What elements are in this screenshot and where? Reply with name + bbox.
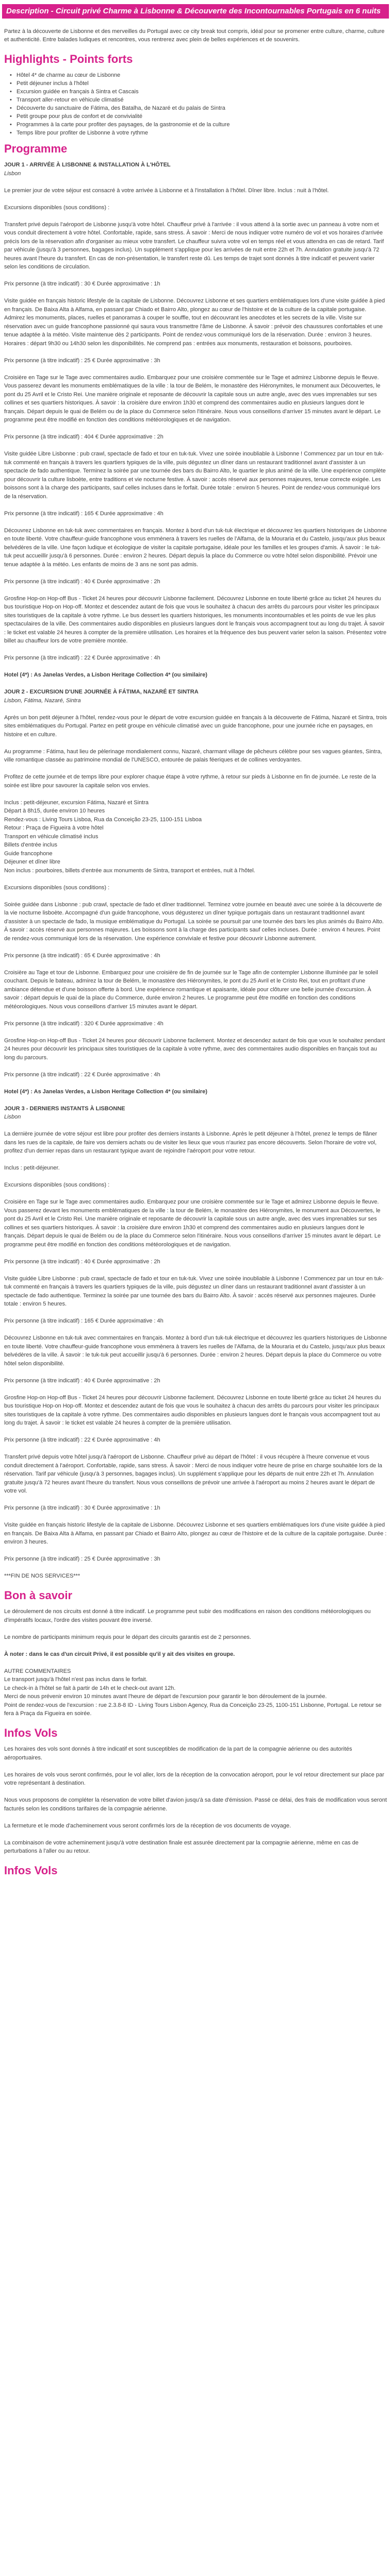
info-paragraph: Le transport jusqu'à l'hôtel n'est pas inclus dans le forfait. — [4, 1676, 148, 1683]
day-paragraph: Prix personne (à titre indicatif) : 25 € Durée approximative : 3h — [4, 357, 160, 364]
day-hotel: Hotel (4*) : As Janelas Verdes, a Lisbon Heritage Collection 4* (ou similaire) — [4, 672, 207, 678]
day-paragraph: Au programme : Fátima, haut lieu de pèlerinage mondialement connu, Nazaré, charmant village de pêcheurs célèbre pour ses vagues géantes, Sintra, ville romantique classée au patrimoine mondial de l'UNESCO, entourée de palais féeriques et de collines verdoyantes. — [4, 748, 382, 763]
day-paragraph: Croisière en Tage sur le Tage avec commentaires audio. Embarquez pour une croisière commentée sur le Tage et admirez Lisbonne depuis le fleuve. Vous passerez devant les monuments emblématiques de la ville : la tour de Belém, le monastère des Hiéronymites, le monument aux Découvertes, le pont du 25 Avril et le Cristo Rei. Une manière originale et reposante de découvrir la capitale sous un autre angle, avec des vues imprenables sur ses collines et ses quartiers historiques. À savoir : la croisière dure environ 1h30 et comprend des commentaires audio en plusieurs langues dont le français. Départ depuis le quai de Belém ou de la place du Commerce selon l'itinéraire. Nous vous conseillons d'arriver 15 minutes avant le départ. Le programme peut être modifié en fonction des conditions météorologiques et de navigation. — [4, 374, 381, 423]
highlight-item: • Transport aller-retour en véhicule climatisé — [10, 97, 124, 103]
day-paragraph: Visite guidée Libre Lisbonne : pub crawl, spectacle de fado et tour en tuk-tuk. Vivez une soirée inoubliable à Lisbonne ! Commencez par un tour en tuk-tuk commenté en français à travers les quartiers typiques de la ville, puis dégustez un dîner dans un restaurant traditionnel avant d'assister à un spectacle de fado authentique. Terminez la soirée par une tournée des bars du Bairro Alto, le quartier le plus animé de la ville. Une expérience complète pour découvrir la culture lisboète, entre traditions et vie nocturne festive. À savoir : accès réservé aux personnes majeures, tenue correcte exigée. Les boissons sont à la charge des participants, sauf celles incluses dans le forfait. Durée totale : environ 5 heures. Point de rendez-vous communiqué lors de la réservation. — [4, 451, 386, 500]
day-paragraph: Transport en véhicule climatisé inclus — [4, 833, 99, 840]
day-paragraph: Excursions disponibles (sous conditions) : — [4, 884, 110, 891]
day-paragraph: Prix personne (à titre indicatif) : 22 € Durée approximative : 4h — [4, 655, 160, 661]
highlights-list — [2, 71, 389, 137]
info-paragraph: La fermeture et le mode d'acheminement vous seront confirmés lors de la réception de vos documents de voyage. — [4, 1822, 291, 1829]
day-paragraph: Prix personne (à titre indicatif) : 40 € Durée approximative : 2h — [4, 1377, 160, 1384]
highlights-title: Highlights - Points forts — [4, 53, 133, 65]
day-paragraph: Découvrez Lisbonne en tuk-tuk avec commentaires en français. Montez à bord d'un tuk-tuk électrique et découvrez les quartiers historiques de Lisbonne en toute liberté. Votre chauffeur-guide francophone vous emmènera à travers les ruelles de l'Alfama, de la Mouraria et du Castelo, jusqu'aux plus beaux belvédères de la ville. À savoir : le tuk-tuk peut accueillir jusqu'à 6 personnes. Durée : environ 2 heures. Départ depuis la place du Commerce ou votre hôtel selon disponibilité. — [4, 1335, 387, 1367]
day-1 — [4, 161, 387, 680]
day-paragraphs — [4, 187, 387, 663]
programme-title: Programme — [4, 142, 68, 155]
day-paragraph: Prix personne (à titre indicatif) : 40 € Durée approximative : 2h — [4, 1258, 160, 1265]
bullet-icon: • — [10, 113, 12, 120]
intro-text: Partez à la découverte de Lisbonne et des merveilles du Portugal avec ce city break tout compris, idéal pour se promener entre culture, charme, culture et authenticité. Entre balades ludiques et rencontres, vous rentrerez avec plein de belles expériences et de souvenirs. — [4, 28, 385, 43]
day-paragraph: Grosfine Hop-on Hop-off Bus - Ticket 24 heures pour découvrir Lisbonne facilement. Découvrez Lisbonne en toute liberté grâce au ticket 24 heures du bus touristique Hop-on Hop-off. Montez et descendez autant de fois que vous le souhaitez à chacun des arrêts du parcours pour visiter les principaux sites touristiques de la capitale à votre rythme. Le bus dessert les quartiers historiques, les monuments incontournables et les points de vue les plus spectaculaires de la ville. Des commentaires audio disponibles en plusieurs langues dont le français vous accompagnent tout au long du trajet. À savoir : le ticket est valable 24 heures à compter de la première utilisation. Les horaires et la fréquence des bus peuvent varier selon la saison. Présentez votre billet au chauffeur lors de votre première montée. — [4, 595, 387, 644]
day-paragraph: Soirée guidée dans Lisbonne : pub crawl, spectacle de fado et dîner traditionnel. Terminez votre journée en beauté avec une soirée à la découverte de la vie nocturne lisboète. Accompagné d'un guide francophone, vous dégusterez un dîner typique portugais dans un restaurant traditionnel avant d'assister à un spectacle de fado, la musique emblématique du Portugal. La soirée se poursuit par une tournée des bars les plus animés du Bairro Alto. À savoir : accès réservé aux personnes majeures. Les boissons sont à la charge des participants sauf celles incluses. Durée : environ 4 heures. Point de rendez-vous communiqué lors de la réservation. Une expérience conviviale et festive pour découvrir Lisbonne autrement. — [4, 901, 384, 942]
day-paragraph: Billets d'entrée inclus — [4, 842, 57, 848]
day-paragraph: Prix personne (à titre indicatif) : 22 € Durée approximative : 4h — [4, 1071, 160, 1078]
info-paragraph: La combinaison de votre acheminement jusqu'à votre destination finale est assurée directement par la compagnie aérienne, même en cas de perturbations à l'aller ou au retour. — [4, 1839, 359, 1854]
info-paragraph: Le déroulement de nos circuits est donné à titre indicatif. Le programme peut subir des modifications en raison des conditions météorologiques ou d'impératifs locaux, l'ordre des visites pouvant être inversé. — [4, 1608, 371, 1623]
day-paragraph: Excursions disponibles (sous conditions) : — [4, 204, 110, 211]
day-paragraph: Inclus : petit-déjeuner, excursion Fátima, Nazaré et Sintra — [4, 799, 149, 806]
day-paragraph: Départ à 8h15, durée environ 10 heures — [4, 808, 105, 814]
day-paragraph: Prix personne (à titre indicatif) : 320 € Durée approximative : 4h — [4, 1020, 164, 1027]
info-paragraph: À noter : dans le cas d'un circuit Privé, il est possible qu'il y ait des visites en groupe. — [4, 1651, 235, 1657]
day-paragraph: Visite guidée en français historic lifestyle de la capitale de Lisbonne. Découvrez Lisbonne et ses quartiers emblématiques lors d'une visite guidée à pied en français. De Baixa Alta à Alfama, en passant par Chiado et Bairro Alto, plongez au cœur de l'histoire et de la culture de la capitale portugaise. Admirez les monuments, places, ruelles et panoramas à couper le souffle, tout en découvrant les anecdotes et les secrets de la ville. Visite sur réservation avec un guide francophone passionné qui saura vous transmettre l'âme de Lisbonne. À savoir : prévoir des chaussures confortables et une tenue adaptée à la météo. Visite maintenue dès 2 participants. Point de rendez-vous communiqué lors de la réservation. Durée : environ 3 heures. Horaires : départ 9h30 ou 14h30 selon les disponibilités. Ne comprend pas : entrées aux monuments, restauration et boissons, pourboires. — [4, 298, 385, 347]
day-paragraph: Découvrez Lisbonne en tuk-tuk avec commentaires en français. Montez à bord d'un tuk-tuk électrique et découvrez les quartiers historiques de Lisbonne en toute liberté. Votre chauffeur-guide francophone vous emmènera à travers les ruelles de l'Alfama, de la Mouraria et du Castelo, jusqu'aux plus beaux belvédères de la ville. Une façon ludique et écologique de visiter la capitale portugaise, idéale pour les familles et les groupes d'amis. À savoir : le tuk-tuk peut accueillir jusqu'à 6 personnes. Durée : environ 2 heures. Départ depuis la place du Commerce ou votre hôtel selon disponibilité. Prévoir une tenue adaptée à la météo. Les enfants de moins de 3 ans ne sont pas admis. — [4, 527, 387, 568]
day-paragraph: Croisière au Tage et tour de Lisbonne. Embarquez pour une croisière de fin de journée sur le Tage afin de contempler Lisbonne illuminée par le soleil couchant. Depuis le bateau, admirez la tour de Belém, le monastère des Hiéronymites, le pont du 25 Avril et le Cristo Rei, tout en profitant d'une ambiance détendue et d'une boisson offerte à bord. Une expérience romantique et apaisante, idéale pour clôturer une belle journée d'excursion. À savoir : départ depuis le quai de la place du Commerce, durée environ 2 heures. Le programme peut être modifié en fonction des conditions météorologiques. Nous vous conseillons d'arriver 15 minutes avant le départ. — [4, 969, 378, 1010]
day-paragraph: Transfert privé depuis l'aéroport de Lisbonne jusqu'à votre hôtel. Chauffeur privé à l'arrivée : il vous attend à la sortie avec un panneau à votre nom et vous conduit directement à votre hôtel. Confortable, rapide, sans stress. À savoir : Merci de nous indiquer votre numéro de vol et vos horaires d'arrivée précis lors de la réservation afin d'organiser au mieux votre transfert. Le chauffeur suivra votre vol en temps réel et vous attendra en cas de retard. Tarif par véhicule (jusqu'à 3 personnes, bagages inclus). Un supplément s'applique pour les arrivées de nuit entre 22h et 7h. Annulation gratuite jusqu'à 72 heures avant l'heure du transfert. En cas de non-présentation, le transfert reste dû. Les temps de trajet sont donnés à titre indicatif et peuvent varier selon les conditions de circulation. — [4, 221, 384, 270]
day-paragraph: Prix personne (à titre indicatif) : 25 € Durée approximative : 3h — [4, 1556, 160, 1562]
day-paragraph: Prix personne (à titre indicatif) : 65 € Durée approximative : 4h — [4, 952, 160, 959]
day-paragraph: Après un bon petit déjeuner à l'hôtel, rendez-vous pour le départ de votre excursion guidée en français à la découverte de Fátima, Nazaré et Sintra, trois sites emblématiques du Portugal. Partez en petit groupe en véhicule climatisé avec un guide francophone, pour une journée riche en paysages, en histoire et en culture. — [4, 714, 387, 738]
day-heading: JOUR 2 - EXCURSION D'UNE JOURNÉE À FÁTIMA, NAZARÉ ET SINTRA — [4, 689, 199, 695]
highlight-item: • Petit groupe pour plus de confort et de convivialité — [10, 113, 142, 120]
day-paragraph: Le premier jour de votre séjour est consacré à votre arrivée à Lisbonne et à l'installation à l'hôtel. Dîner libre. Inclus : nuit à l'hôtel. — [4, 187, 329, 194]
bullet-icon: • — [10, 130, 12, 136]
highlight-item: • Programmes à la carte pour profiter des paysages, de la gastronomie et de la culture — [10, 122, 230, 128]
description-body — [2, 19, 389, 44]
day-paragraph: ***FIN DE NOS SERVICES*** — [4, 1573, 80, 1579]
highlight-item: • Hôtel 4* de charme au cœur de Lisbonne — [10, 72, 121, 78]
day-paragraph: Retour : Praça de Figueira à votre hôtel — [4, 825, 104, 831]
day-paragraph: La dernière journée de votre séjour est libre pour profiter des derniers instants à Lisbonne. Après le petit déjeuner à l'hôtel, prenez le temps de flâner dans les rues de la capitale, de faire vos derniers achats ou de visiter les lieux que vous n'auriez pas encore découverts. Selon l'horaire de votre vol, profitez d'un dernier repas dans un restaurant typique avant de rejoindre l'aéroport pour votre retour. — [4, 1131, 378, 1154]
day-paragraph: Transfert privé depuis votre hôtel jusqu'à l'aéroport de Lisbonne. Chauffeur privé au départ de l'hôtel : il vous récupère à l'heure convenue et vous conduit directement à l'aéroport. Confortable, rapide, sans stress. À savoir : Merci de nous indiquer votre heure de prise en charge souhaitée lors de la réservation. Tarif par véhicule (jusqu'à 3 personnes, bagages inclus). Un supplément s'applique pour les départs de nuit entre 22h et 7h. Annulation gratuite jusqu'à 72 heures avant l'heure du transfert. Nous vous conseillons de prévoir une arrivée à l'aéroport au moins 2 heures avant le départ de votre vol. — [4, 1454, 382, 1494]
info-paragraph: Point de rendez-vous de l'excursion : rue 2.3.8-8 ID - Living Tours Lisbon Agency, Rua da Conceição 23-25, 1100-151 Lisbonne, Portugal. Le retour se fera à Praça da Figueira en soirée. — [4, 1702, 382, 1717]
day-paragraph: Prix personne (à titre indicatif) : 22 € Durée approximative : 4h — [4, 1437, 160, 1443]
infos-vols-footer-title: Infos Vols — [4, 1864, 58, 1877]
day-paragraph: Croisière en Tage sur le Tage avec commentaires audio. Embarquez pour une croisière commentée sur le Tage et admirez Lisbonne depuis le fleuve. Vous passerez devant les monuments emblématiques de la ville : la tour de Belém, le monastère des Hiéronymites, le monument aux Découvertes, le pont du 25 Avril et le Cristo Rei. Une manière originale et reposante de découvrir la capitale sous un autre angle, avec des vues imprenables sur ses collines et ses quartiers historiques. À savoir : la croisière dure environ 1h30 et comprend des commentaires audio en plusieurs langues dont le français. Départ depuis le quai de Belém ou de la place du Commerce selon l'itinéraire. Nous vous conseillons d'arriver 15 minutes avant le départ. Le programme peut être modifié en fonction des conditions météorologiques et de navigation. — [4, 1199, 381, 1248]
day-3 — [4, 1105, 387, 1581]
day-paragraph: Prix personne (à titre indicatif) : 30 € Durée approximative : 1h — [4, 281, 160, 287]
day-hotel: Hotel (4*) : As Janelas Verdes, a Lisbon Heritage Collection 4* (ou similaire) — [4, 1088, 207, 1095]
day-paragraph: Rendez-vous : Living Tours Lisboa, Rua da Conceição 23-25, 1100-151 Lisboa — [4, 816, 202, 823]
infos-vols-body — [2, 1745, 389, 1856]
day-paragraph: Guide francophone — [4, 850, 53, 857]
bullet-icon: • — [10, 72, 12, 78]
day-paragraph: Excursions disponibles (sous conditions) : — [4, 1182, 110, 1188]
bon-a-savoir-body — [2, 1607, 389, 1718]
day-heading: JOUR 3 - DERNIERS INSTANTS À LISBONNE — [4, 1105, 125, 1112]
highlight-item: • Temps libre pour profiter de Lisbonne à votre rythme — [10, 130, 148, 136]
bullet-icon: • — [10, 97, 12, 103]
info-paragraph: AUTRE COMMENTAIRES — [4, 1668, 71, 1674]
programme-body — [2, 161, 389, 1581]
day-paragraph: Prix personne (à titre indicatif) : 165 € Durée approximative : 4h — [4, 1318, 164, 1324]
highlight-item: • Découverte du sanctuaire de Fátima, des Batalha, de Nazaré et du palais de Sintra — [10, 105, 225, 111]
info-paragraph: Le check-in à l'hôtel se fait à partir de 14h et le check-out avant 12h. — [4, 1685, 176, 1691]
info-paragraph: Le nombre de participants minimum requis pour le départ des circuits garantis est de 2 personnes. — [4, 1634, 251, 1640]
info-paragraph: Merci de nous prévenir environ 10 minutes avant l'heure de départ de l'excursion pour garantir le bon déroulement de la journée. — [4, 1693, 327, 1700]
day-paragraphs — [4, 1130, 387, 1581]
day-paragraph: Non inclus : pourboires, billets d'entrée aux monuments de Sintra, transport et entrées, nuit à l'hôtel. — [4, 867, 255, 874]
highlight-item: • Excursion guidée en français à Sintra et Cascais — [10, 89, 139, 95]
day-paragraph: Profitez de cette journée et de temps libre pour explorer chaque étape à votre rythme, à retour sur pieds à Lisbonne en fin de journée. Le reste de la soirée est libre pour savourer la capitale selon vos envies. — [4, 774, 376, 789]
day-paragraph: Visite guidée Libre Lisbonne : pub crawl, spectacle de fado et tour en tuk-tuk. Vivez une soirée inoubliable à Lisbonne ! Commencez par un tour en tuk-tuk commenté en français à travers les quartiers typiques de la ville, puis dégustez un dîner dans un restaurant traditionnel avant d'assister à un spectacle de fado authentique. Terminez la soirée par une tournée des bars du Bairro Alto. À savoir : accès réservé aux personnes majeures. Durée totale : environ 5 heures. — [4, 1275, 384, 1307]
day-paragraph: Visite guidée en français historic lifestyle de la capitale de Lisbonne. Découvrez Lisbonne et ses quartiers emblématiques lors d'une visite guidée à pied en français. De Baixa Alta à Alfama, en passant par Chiado et Bairro Alto, plongez au cœur de l'histoire et de la culture de la capitale portugaise. Durée : environ 3 heures. — [4, 1522, 387, 1545]
day-paragraph: Inclus : petit-déjeuner. — [4, 1165, 60, 1171]
infos-vols-title: Infos Vols — [4, 1726, 58, 1739]
bon-a-savoir-title: Bon à savoir — [4, 1589, 73, 1602]
day-paragraph: Déjeuner et dîner libre — [4, 859, 60, 865]
highlight-item: • Petit déjeuner inclus à l'hôtel — [10, 80, 89, 87]
info-paragraph: Nous vous proposons de compléter la réservation de votre billet d'avion jusqu'à sa date d'émission. Passé ce délai, des frais de modification vous seront facturés selon les conditions tarifaires de la compagnie aérienne. — [4, 1797, 387, 1812]
day-location: Lisbon — [4, 1114, 21, 1120]
day-paragraph: Prix personne (à titre indicatif) : 30 € Durée approximative : 1h — [4, 1505, 160, 1511]
info-paragraph: Les horaires de vols vous seront confirmés, pour le vol aller, lors de la réception de la convocation aéroport, pour le vol retour directement sur place par votre représentant à destination. — [4, 1771, 384, 1786]
description-banner: Description - Circuit privé Charme à Lisbonne & Découverte des Incontournables Portugais en 6 nuits — [2, 4, 389, 19]
day-paragraph: Prix personne (à titre indicatif) : 404 € Durée approximative : 2h — [4, 434, 164, 440]
day-heading: JOUR 1 - ARRIVÉE À LISBONNE & INSTALLATION À L'HÔTEL — [4, 162, 171, 168]
day-2 — [4, 688, 387, 1096]
day-paragraph: Grosfine Hop-on Hop-off Bus - Ticket 24 heures pour découvrir Lisbonne facilement. Montez et descendez autant de fois que vous le souhaitez pendant 24 heures pour découvrir les principaux sites touristiques de la capitale à votre rythme, avec des commentaires audio disponibles en français tout au long du parcours. — [4, 1037, 385, 1061]
day-location: Lisbon — [4, 170, 21, 177]
bullet-icon: • — [10, 105, 12, 111]
day-location: Lisbon, Fátima, Nazaré, Sintra — [4, 697, 81, 704]
day-paragraphs — [4, 714, 387, 1079]
bullet-icon: • — [10, 122, 12, 128]
bullet-icon: • — [10, 80, 12, 87]
day-paragraph: Prix personne (à titre indicatif) : 165 € Durée approximative : 4h — [4, 510, 164, 517]
bullet-icon: • — [10, 89, 12, 95]
day-paragraph: Prix personne (à titre indicatif) : 40 € Durée approximative : 2h — [4, 578, 160, 585]
day-paragraph: Grosfine Hop-on Hop-off Bus - Ticket 24 heures pour découvrir Lisbonne facilement. Découvrez Lisbonne en toute liberté grâce au ticket 24 heures du bus touristique Hop-on Hop-off. Montez et descendez autant de fois que vous le souhaitez à chacun des arrêts du parcours pour visiter les principaux sites touristiques de la capitale à votre rythme. Des commentaires audio disponibles en plusieurs langues dont le français vous accompagnent tout au long du trajet. À savoir : le ticket est valable 24 heures à compter de la première utilisation. — [4, 1394, 381, 1426]
info-paragraph: Les horaires des vols sont donnés à titre indicatif et sont susceptibles de modification de la part de la compagnie aérienne ou des autorités aéroportuaires. — [4, 1746, 352, 1761]
